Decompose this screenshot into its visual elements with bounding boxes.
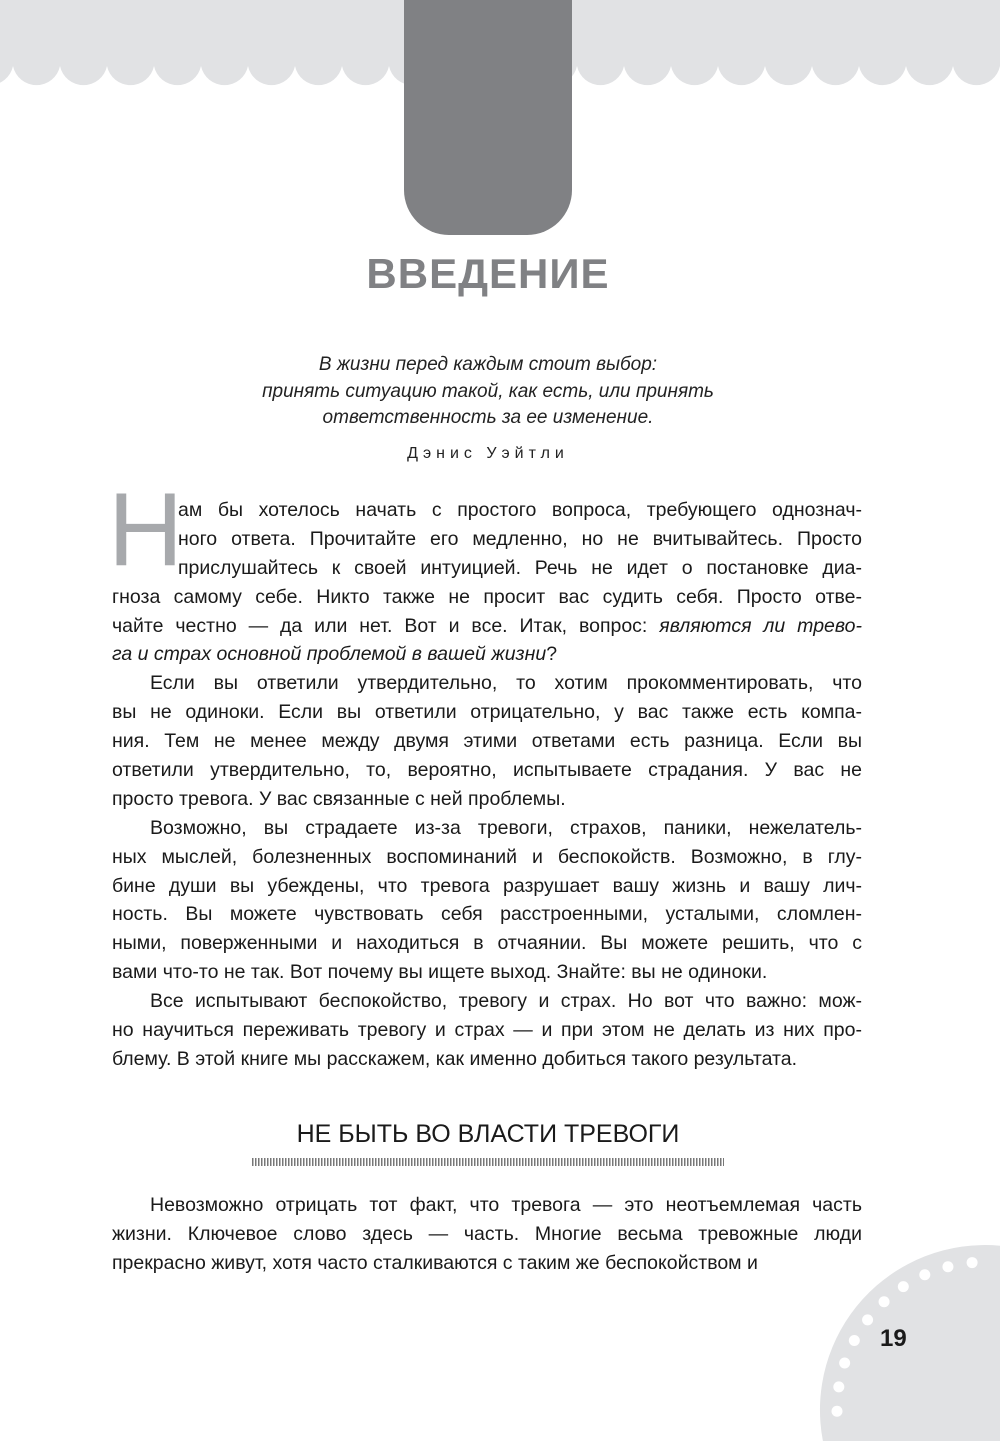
decor-dot — [898, 1281, 909, 1292]
text-line — [112, 583, 862, 612]
text-line — [112, 612, 862, 641]
text-line — [178, 496, 862, 525]
decor-dot — [849, 1335, 860, 1346]
text-span: чайте честно — да или нет. Вот и все. Итак, вопрос: — [112, 614, 660, 637]
section-heading: НЕ БЫТЬ ВО ВЛАСТИ ТРЕВОГИ — [296, 1120, 680, 1148]
page-number: 19 — [880, 1325, 907, 1352]
text-span: ных мыслей, болезненных воспоминаний и беспокойств. Возможно, в глу- — [112, 845, 862, 868]
text-span: вы не одиноки. Если вы ответили отрицательно, у вас также есть компа- — [112, 701, 862, 724]
text-span: жизни. Ключевое слово здесь — часть. Многие весьма тревожные люди — [112, 1222, 862, 1245]
text-line — [112, 698, 862, 727]
text-span: Если вы ответили утвердительно, то хотим прокомментировать, что — [150, 672, 862, 695]
text-line — [112, 814, 862, 843]
text-span: прислушайтесь к своей интуицией. Речь не идет о постановке диа- — [178, 556, 862, 579]
text-line — [112, 756, 862, 785]
decor-dot — [919, 1269, 930, 1280]
decor-dot — [833, 1381, 844, 1392]
text-span: Все испытывают беспокойство, тревогу и страх. Но вот что важно: мож- — [150, 990, 862, 1013]
section-body-text — [112, 1191, 862, 1278]
text-line — [112, 640, 862, 669]
drop-cap: Н — [108, 472, 184, 588]
epigraph-line: принять ситуацию такой, как есть, или принять — [262, 380, 714, 402]
decor-dot — [879, 1296, 890, 1307]
text-span: блему. В этой книге мы расскажем, как именно добиться такого результата. — [112, 1047, 798, 1070]
text-line — [112, 1249, 862, 1278]
decor-dot — [862, 1314, 873, 1325]
text-span: ответили утвердительно, то, вероятно, испытываете страдания. У вас не — [112, 759, 862, 782]
chapter-title: ВВЕДЕНИЕ — [366, 250, 610, 297]
text-span: гноза самому себе. Никто также не просит вас судить себя. Просто отве- — [112, 585, 862, 608]
text-span: ного ответа. Прочитайте его медленно, но не вчитывайтесь. Просто — [178, 527, 862, 550]
text-span: Невозможно отрицать тот факт, что тревога — это неотъемлемая часть — [150, 1194, 862, 1216]
text-line — [178, 554, 862, 583]
text-line — [112, 987, 862, 1016]
heading-dotted-rule — [252, 1158, 724, 1166]
text-line — [112, 872, 862, 901]
decor-dot — [839, 1358, 850, 1369]
text-line — [112, 929, 862, 958]
epigraph-line: В жизни перед каждым стоит выбор: — [318, 354, 658, 375]
decor-dot — [967, 1257, 978, 1268]
text-line — [112, 727, 862, 756]
italic-text: га и страх основной проблемой в вашей жизни — [112, 643, 547, 666]
epigraph — [0, 352, 976, 432]
text-span: вами что-то не так. Вот почему вы ищете выход. Знайте: вы не одиноки. — [112, 961, 768, 984]
epigraph-line: ответственность за ее изменение. — [322, 407, 654, 428]
text-span: прекрасно живут, хотя часто сталкиваются с таким же беспокойством и — [112, 1251, 758, 1274]
text-span: ния. Тем не менее между двумя этими ответами есть разница. Если вы — [112, 730, 862, 753]
body-text — [112, 496, 862, 1074]
text-span: просто тревога. У вас связанные с ней проблемы. — [112, 787, 566, 810]
text-span: Возможно, вы страдаете из-за тревоги, страхов, паники, нежелатель- — [150, 816, 862, 839]
text-line — [112, 958, 862, 987]
text-line — [112, 1191, 862, 1220]
text-line — [112, 1045, 862, 1074]
italic-text: являются ли трево- — [659, 614, 862, 637]
text-line — [112, 900, 862, 929]
text-span: бине души вы убеждены, что тревога разрушает вашу жизнь и вашу лич- — [112, 874, 862, 897]
decor-dot — [942, 1261, 953, 1272]
text-line — [112, 1016, 862, 1045]
text-line — [112, 843, 862, 872]
text-line — [112, 785, 862, 814]
text-span: ам бы хотелось начать с простого вопроса, требующего однознач- — [178, 499, 862, 521]
text-span: ными, поверженными и находиться в отчаянии. Вы можете решить, что с — [112, 932, 862, 955]
text-span: ность. Вы можете чувствовать себя расстроенными, усталыми, сломлен- — [112, 903, 862, 926]
text-span: но научиться переживать тревогу и страх — и при этом не делать из них про- — [112, 1019, 862, 1042]
text-line — [112, 1220, 862, 1249]
text-line — [178, 525, 862, 554]
chapter-tab — [404, 0, 572, 235]
text-line — [112, 669, 862, 698]
text-span: ? — [546, 643, 558, 666]
decor-dot — [832, 1406, 843, 1417]
epigraph-author: Дэнис Уэйтли — [407, 445, 569, 462]
